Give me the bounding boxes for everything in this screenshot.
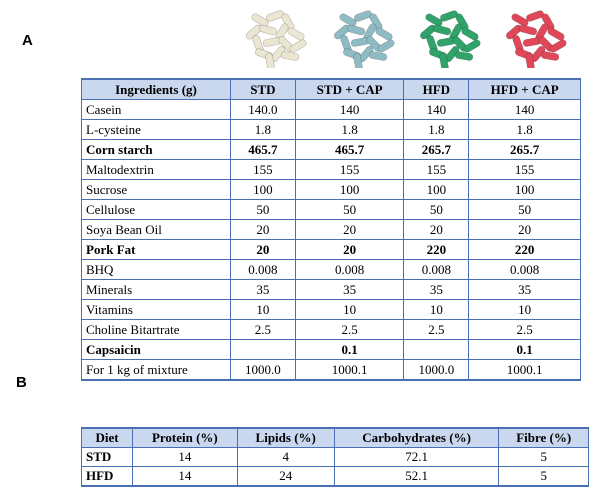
ingredient-value: 0.008 [404,260,469,280]
pellet-shape [286,26,305,41]
table-row [82,340,581,360]
ingredient-name: For 1 kg of mixture [82,360,231,381]
header-fibre: Fibre (%) [499,428,589,448]
pellet-shape [460,26,479,41]
table-row [82,120,581,140]
ingredient-value: 155 [231,160,296,180]
ingredient-value: 140.0 [231,100,296,120]
ingredient-name: Cellulose [82,200,231,220]
table-row [82,200,581,220]
ingredient-name: Casein [82,100,231,120]
header-diet: Diet [82,428,133,448]
table-row [82,140,581,160]
ingredient-name: Choline Bitartrate [82,320,231,340]
ingredient-value: 140 [469,100,581,120]
macronutrient-value: 5 [499,448,589,467]
header-hfd-cap: HFD + CAP [469,79,581,100]
ingredient-name: Corn starch [82,140,231,160]
table-row [82,448,589,467]
ingredient-value: 35 [295,280,404,300]
diet-composition-table [81,78,581,381]
table-header-row [82,79,581,100]
ingredient-value: 50 [295,200,404,220]
ingredient-value: 2.5 [469,320,581,340]
ingredient-name: BHQ [82,260,231,280]
pellet-shape [455,51,474,61]
header-lipids: Lipids (%) [237,428,334,448]
ingredient-value: 155 [404,160,469,180]
ingredient-name: Pork Fat [82,240,231,260]
ingredient-value: 155 [295,160,404,180]
ingredient-value: 20 [404,220,469,240]
ingredient-value: 35 [404,280,469,300]
ingredient-value: 10 [469,300,581,320]
ingredient-value: 20 [469,220,581,240]
std-pellets-image [240,6,310,68]
panel-b-label: B [16,374,27,391]
ingredient-value: 220 [469,240,581,260]
ingredient-value: 2.5 [295,320,404,340]
panel-a-label: A [22,32,33,49]
pellet-shape [548,38,567,53]
ingredient-value: 1000.0 [404,360,469,381]
ingredient-value: 465.7 [295,140,404,160]
ingredient-value: 2.5 [231,320,296,340]
table-row [82,160,581,180]
ingredient-value: 140 [404,100,469,120]
ingredient-value: 20 [231,220,296,240]
ingredient-value: 2.5 [404,320,469,340]
pellet-shape [518,24,537,35]
ingredient-value: 0.008 [231,260,296,280]
pellet-shape [346,24,365,35]
ingredient-value: 1000.0 [231,360,296,381]
ingredient-name: Minerals [82,280,231,300]
header-std-cap: STD + CAP [295,79,404,100]
ingredient-value: 100 [469,180,581,200]
ingredient-value: 100 [231,180,296,200]
ingredient-value: 0.008 [469,260,581,280]
ingredient-value: 0.008 [295,260,404,280]
ingredient-value: 1.8 [231,120,296,140]
ingredient-value: 100 [295,180,404,200]
macronutrient-value: 14 [133,467,238,487]
macronutrient-table [81,427,589,487]
hfd-pellets-image [414,6,484,68]
pellet-shape [288,38,307,53]
ingredient-value: 265.7 [469,140,581,160]
table-row [82,467,589,487]
hfd-cap-pellets-image [500,6,570,68]
ingredient-name: Sucrose [82,180,231,200]
ingredient-value: 1000.1 [469,360,581,381]
ingredient-value: 20 [295,240,404,260]
pellet-shape [369,51,388,61]
ingredient-value: 155 [469,160,581,180]
table-row [82,260,581,280]
pellet-shape [541,51,560,61]
ingredient-value: 10 [404,300,469,320]
diet-name: STD [82,448,133,467]
diet-name: HFD [82,467,133,487]
ingredient-value: 1000.1 [295,360,404,381]
table-row [82,100,581,120]
pellet-shape [546,26,565,41]
table-header-row [82,428,589,448]
ingredient-value: 50 [469,200,581,220]
header-std: STD [231,79,296,100]
ingredient-value: 10 [295,300,404,320]
pellet-shape [281,51,300,61]
table-row [82,300,581,320]
ingredient-value: 50 [231,200,296,220]
header-hfd: HFD [404,79,469,100]
pellet-shape [374,26,393,41]
macronutrient-value: 72.1 [334,448,499,467]
ingredient-value: 1.8 [295,120,404,140]
ingredient-value: 1.8 [404,120,469,140]
table-row [82,280,581,300]
ingredient-value: 220 [404,240,469,260]
pellet-shape [376,38,395,53]
ingredient-value: 20 [231,240,296,260]
ingredient-value: 35 [469,280,581,300]
ingredient-value: 100 [404,180,469,200]
ingredient-value [231,340,296,360]
macronutrient-value: 14 [133,448,238,467]
ingredient-value: 140 [295,100,404,120]
ingredient-value: 35 [231,280,296,300]
pellet-shape [258,24,277,35]
ingredient-name: Vitamins [82,300,231,320]
ingredient-value: 465.7 [231,140,296,160]
table-row [82,240,581,260]
ingredient-value: 1.8 [469,120,581,140]
ingredient-name: L-cysteine [82,120,231,140]
ingredient-value: 0.1 [295,340,404,360]
ingredient-value [404,340,469,360]
ingredient-name: Capsaicin [82,340,231,360]
table-row [82,180,581,200]
ingredient-value: 0.1 [469,340,581,360]
pellet-shape [432,24,451,35]
ingredient-name: Soya Bean Oil [82,220,231,240]
table-row [82,360,581,381]
macronutrient-value: 24 [237,467,334,487]
header-carbohydrates: Carbohydrates (%) [334,428,499,448]
ingredient-name: Maltodextrin [82,160,231,180]
table-row [82,320,581,340]
ingredient-value: 10 [231,300,296,320]
std-cap-pellets-image [328,6,398,68]
table-row [82,220,581,240]
ingredient-value: 20 [295,220,404,240]
ingredient-value: 265.7 [404,140,469,160]
macronutrient-value: 52.1 [334,467,499,487]
macronutrient-value: 4 [237,448,334,467]
ingredient-value: 50 [404,200,469,220]
header-ingredients: Ingredients (g) [82,79,231,100]
pellet-shape [462,38,481,53]
macronutrient-value: 5 [499,467,589,487]
header-protein: Protein (%) [133,428,238,448]
